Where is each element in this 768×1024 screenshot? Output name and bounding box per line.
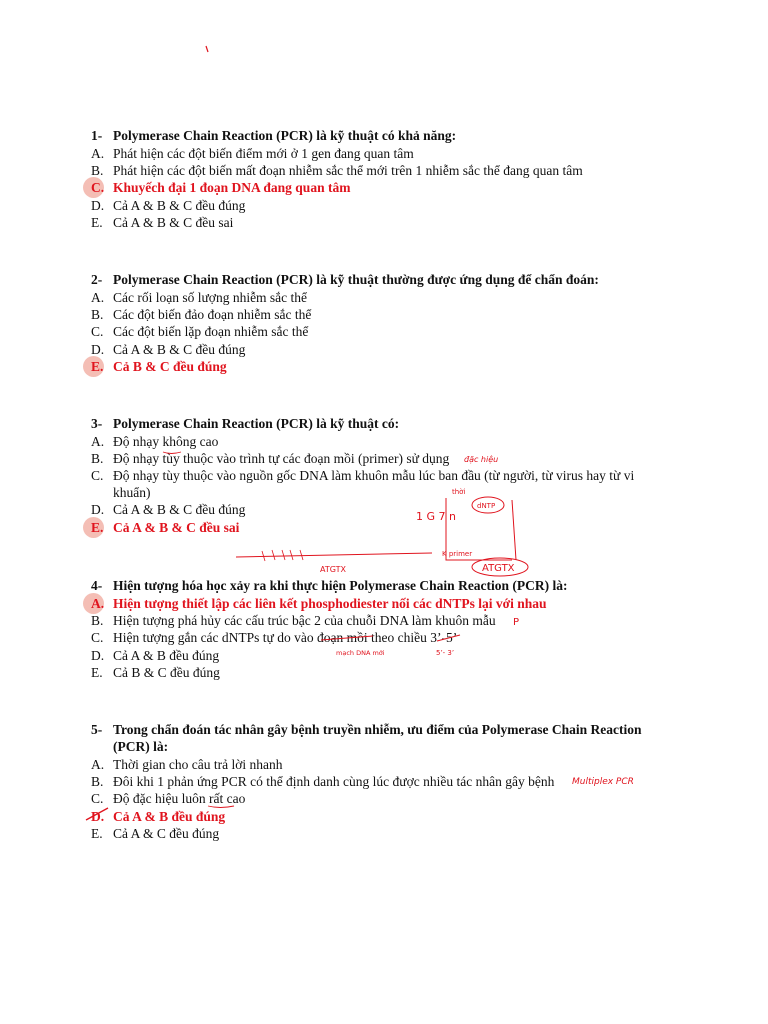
option-e[interactable] [91, 664, 671, 681]
question-text: Polymerase Chain Reaction (PCR) là kỹ thuật có khả năng: [113, 128, 457, 143]
option-letter: A. [91, 290, 105, 305]
option-d-correct[interactable] [91, 808, 671, 825]
option-letter: A. [91, 146, 105, 161]
option-c[interactable] [91, 467, 671, 501]
option-text: Cả B & C đều đúng [113, 664, 220, 680]
option-e-correct[interactable] [91, 358, 671, 375]
question-number: 4- [91, 578, 103, 593]
option-c-correct[interactable] [91, 179, 671, 196]
option-c[interactable] [91, 323, 671, 340]
option-a[interactable] [91, 289, 671, 306]
option-letter: C. [91, 630, 104, 646]
option-text: Thời gian cho câu trả lời nhanh [113, 757, 283, 772]
question-3 [91, 415, 671, 536]
option-letter: C. [91, 180, 105, 196]
option-text: Khuyếch đại 1 đoạn DNA đang quan tâm [113, 180, 351, 196]
option-text: Phát hiện các đột biến điểm mới ở 1 gen đang quan tâm [113, 146, 414, 161]
option-letter: B. [91, 307, 104, 323]
option-c[interactable] [91, 629, 671, 646]
question-2 [91, 271, 671, 375]
option-d[interactable] [91, 647, 671, 664]
option-a[interactable] [91, 145, 671, 162]
option-letter: D. [91, 502, 105, 518]
question-text: Polymerase Chain Reaction (PCR) là kỹ thuật thường được ứng dụng để chẩn đoán: [113, 272, 599, 287]
option-letter: B. [91, 613, 104, 629]
option-b[interactable] [91, 773, 671, 790]
question-number: 5- [91, 722, 103, 737]
option-text: Cả A & C đều đúng [113, 825, 220, 841]
option-a[interactable] [91, 756, 671, 773]
option-text: Cả A & B & C đều đúng [113, 197, 246, 213]
option-text: Hiện tượng phá hủy các cấu trúc bậc 2 của chuỗi DNA làm khuôn mẫu [113, 613, 496, 629]
option-text: Cả A & B & C đều đúng [113, 502, 246, 518]
option-b[interactable] [91, 612, 671, 629]
question-title [91, 721, 671, 755]
sketch-dna-label: dNTP [477, 502, 496, 510]
option-d[interactable] [91, 197, 671, 214]
question-number: 2- [91, 272, 103, 287]
question-text: Polymerase Chain Reaction (PCR) là kỹ thuật có: [113, 416, 400, 431]
note-p: P [513, 617, 520, 628]
option-text: Cả A & B đều đúng [113, 647, 220, 663]
option-d[interactable] [91, 341, 671, 358]
note-specificity: đặc hiệu [464, 455, 499, 464]
note-new-strand: mạch DNA mới [336, 649, 385, 657]
option-text: Phát hiện các đột biến mất đoạn nhiễm sắc thể mới trên 1 nhiễm sắc thể đang quan tâm [113, 163, 583, 179]
option-text: Hiện tượng gắn các dNTPs tự do vào đoạn mồi theo chiều 3’-5’ [113, 630, 458, 646]
option-letter: E. [91, 214, 103, 230]
option-e[interactable] [91, 825, 671, 842]
sketch-primer-label: K primer [442, 550, 473, 558]
option-text: Các đột biến lặp đoạn nhiễm sắc thể [113, 324, 309, 340]
question-title [91, 127, 671, 144]
option-text: Độ đặc hiệu luôn rất cao [113, 791, 246, 807]
sketch-top-label: thời [452, 488, 466, 496]
option-c[interactable] [91, 790, 671, 807]
option-text: Cả A & B & C đều sai [113, 519, 240, 535]
option-b[interactable] [91, 162, 671, 179]
option-text: Các rối loạn số lượng nhiễm sắc thể [113, 290, 308, 305]
option-letter: E. [91, 664, 103, 680]
question-5 [91, 721, 671, 842]
option-a[interactable] [91, 433, 671, 450]
note-direction: 5’- 3’ [436, 649, 455, 657]
sketch-bottom-label: ATGTX [482, 563, 515, 574]
question-title [91, 271, 671, 288]
option-text: Các đột biến đảo đoạn nhiễm sắc thể [113, 307, 312, 323]
option-letter: E. [91, 358, 104, 374]
option-e[interactable] [91, 214, 671, 231]
option-text: Cả A & B & C đều sai [113, 214, 234, 230]
sketch-bottom-oval [472, 558, 528, 576]
option-letter: C. [91, 791, 104, 807]
option-letter: C. [91, 468, 104, 484]
question-1 [91, 127, 671, 231]
option-letter: D. [91, 808, 105, 824]
option-text: Cả A & B & C đều đúng [113, 341, 246, 357]
option-text: Độ nhạy tùy thuộc vào trình tự các đoạn mồi (primer) sử dụng [113, 451, 450, 467]
option-text: Hiện tượng thiết lập các liên kết phosphodiester nối các dNTPs lại với nhau [113, 596, 547, 611]
option-letter: D. [91, 341, 105, 357]
question-title [91, 415, 671, 432]
option-a-correct[interactable] [91, 595, 671, 612]
ink-mark [206, 46, 208, 52]
question-title [91, 577, 671, 594]
option-text: Cả A & B đều đúng [113, 808, 226, 824]
option-letter: B. [91, 774, 104, 790]
option-letter: A. [91, 757, 105, 772]
question-number: 1- [91, 128, 103, 143]
option-letter: D. [91, 647, 105, 663]
ink-strike-line [236, 550, 432, 574]
sketch-axis-label: 1 G 7 n [416, 510, 456, 523]
option-letter: D. [91, 197, 105, 213]
option-letter: A. [91, 596, 105, 611]
option-letter: E. [91, 825, 103, 841]
question-text: Trong chẩn đoán tác nhân gây bệnh truyền nhiễm, ưu điểm của Polymerase Chain Reaction (PCR) là: [113, 722, 642, 754]
option-text: Đôi khi 1 phản ứng PCR có thể định danh cùng lúc được nhiều tác nhân gây bệnh [113, 774, 555, 790]
option-letter: A. [91, 434, 105, 449]
option-text: Độ nhạy không cao [113, 434, 219, 449]
option-letter: C. [91, 324, 104, 340]
option-d[interactable] [91, 501, 671, 518]
question-number: 3- [91, 416, 103, 431]
note-multiplex: Multiplex PCR [572, 777, 634, 787]
option-text: Cả B & C đều đúng [113, 358, 227, 374]
strike-label: ATGTX [320, 565, 347, 574]
option-b[interactable] [91, 306, 671, 323]
option-letter: E. [91, 519, 104, 535]
question-text: Hiện tượng hóa học xảy ra khi thực hiện Polymerase Chain Reaction (PCR) là: [113, 578, 568, 593]
option-b[interactable] [91, 450, 671, 467]
option-text: Độ nhạy tùy thuộc vào nguồn gốc DNA làm khuôn mẫu lúc ban đầu (từ người, từ virus hay từ vi khuẩn) [113, 468, 635, 501]
option-e-correct[interactable] [91, 519, 671, 536]
question-4 [91, 577, 671, 681]
option-letter: B. [91, 451, 104, 467]
option-letter: B. [91, 163, 104, 179]
